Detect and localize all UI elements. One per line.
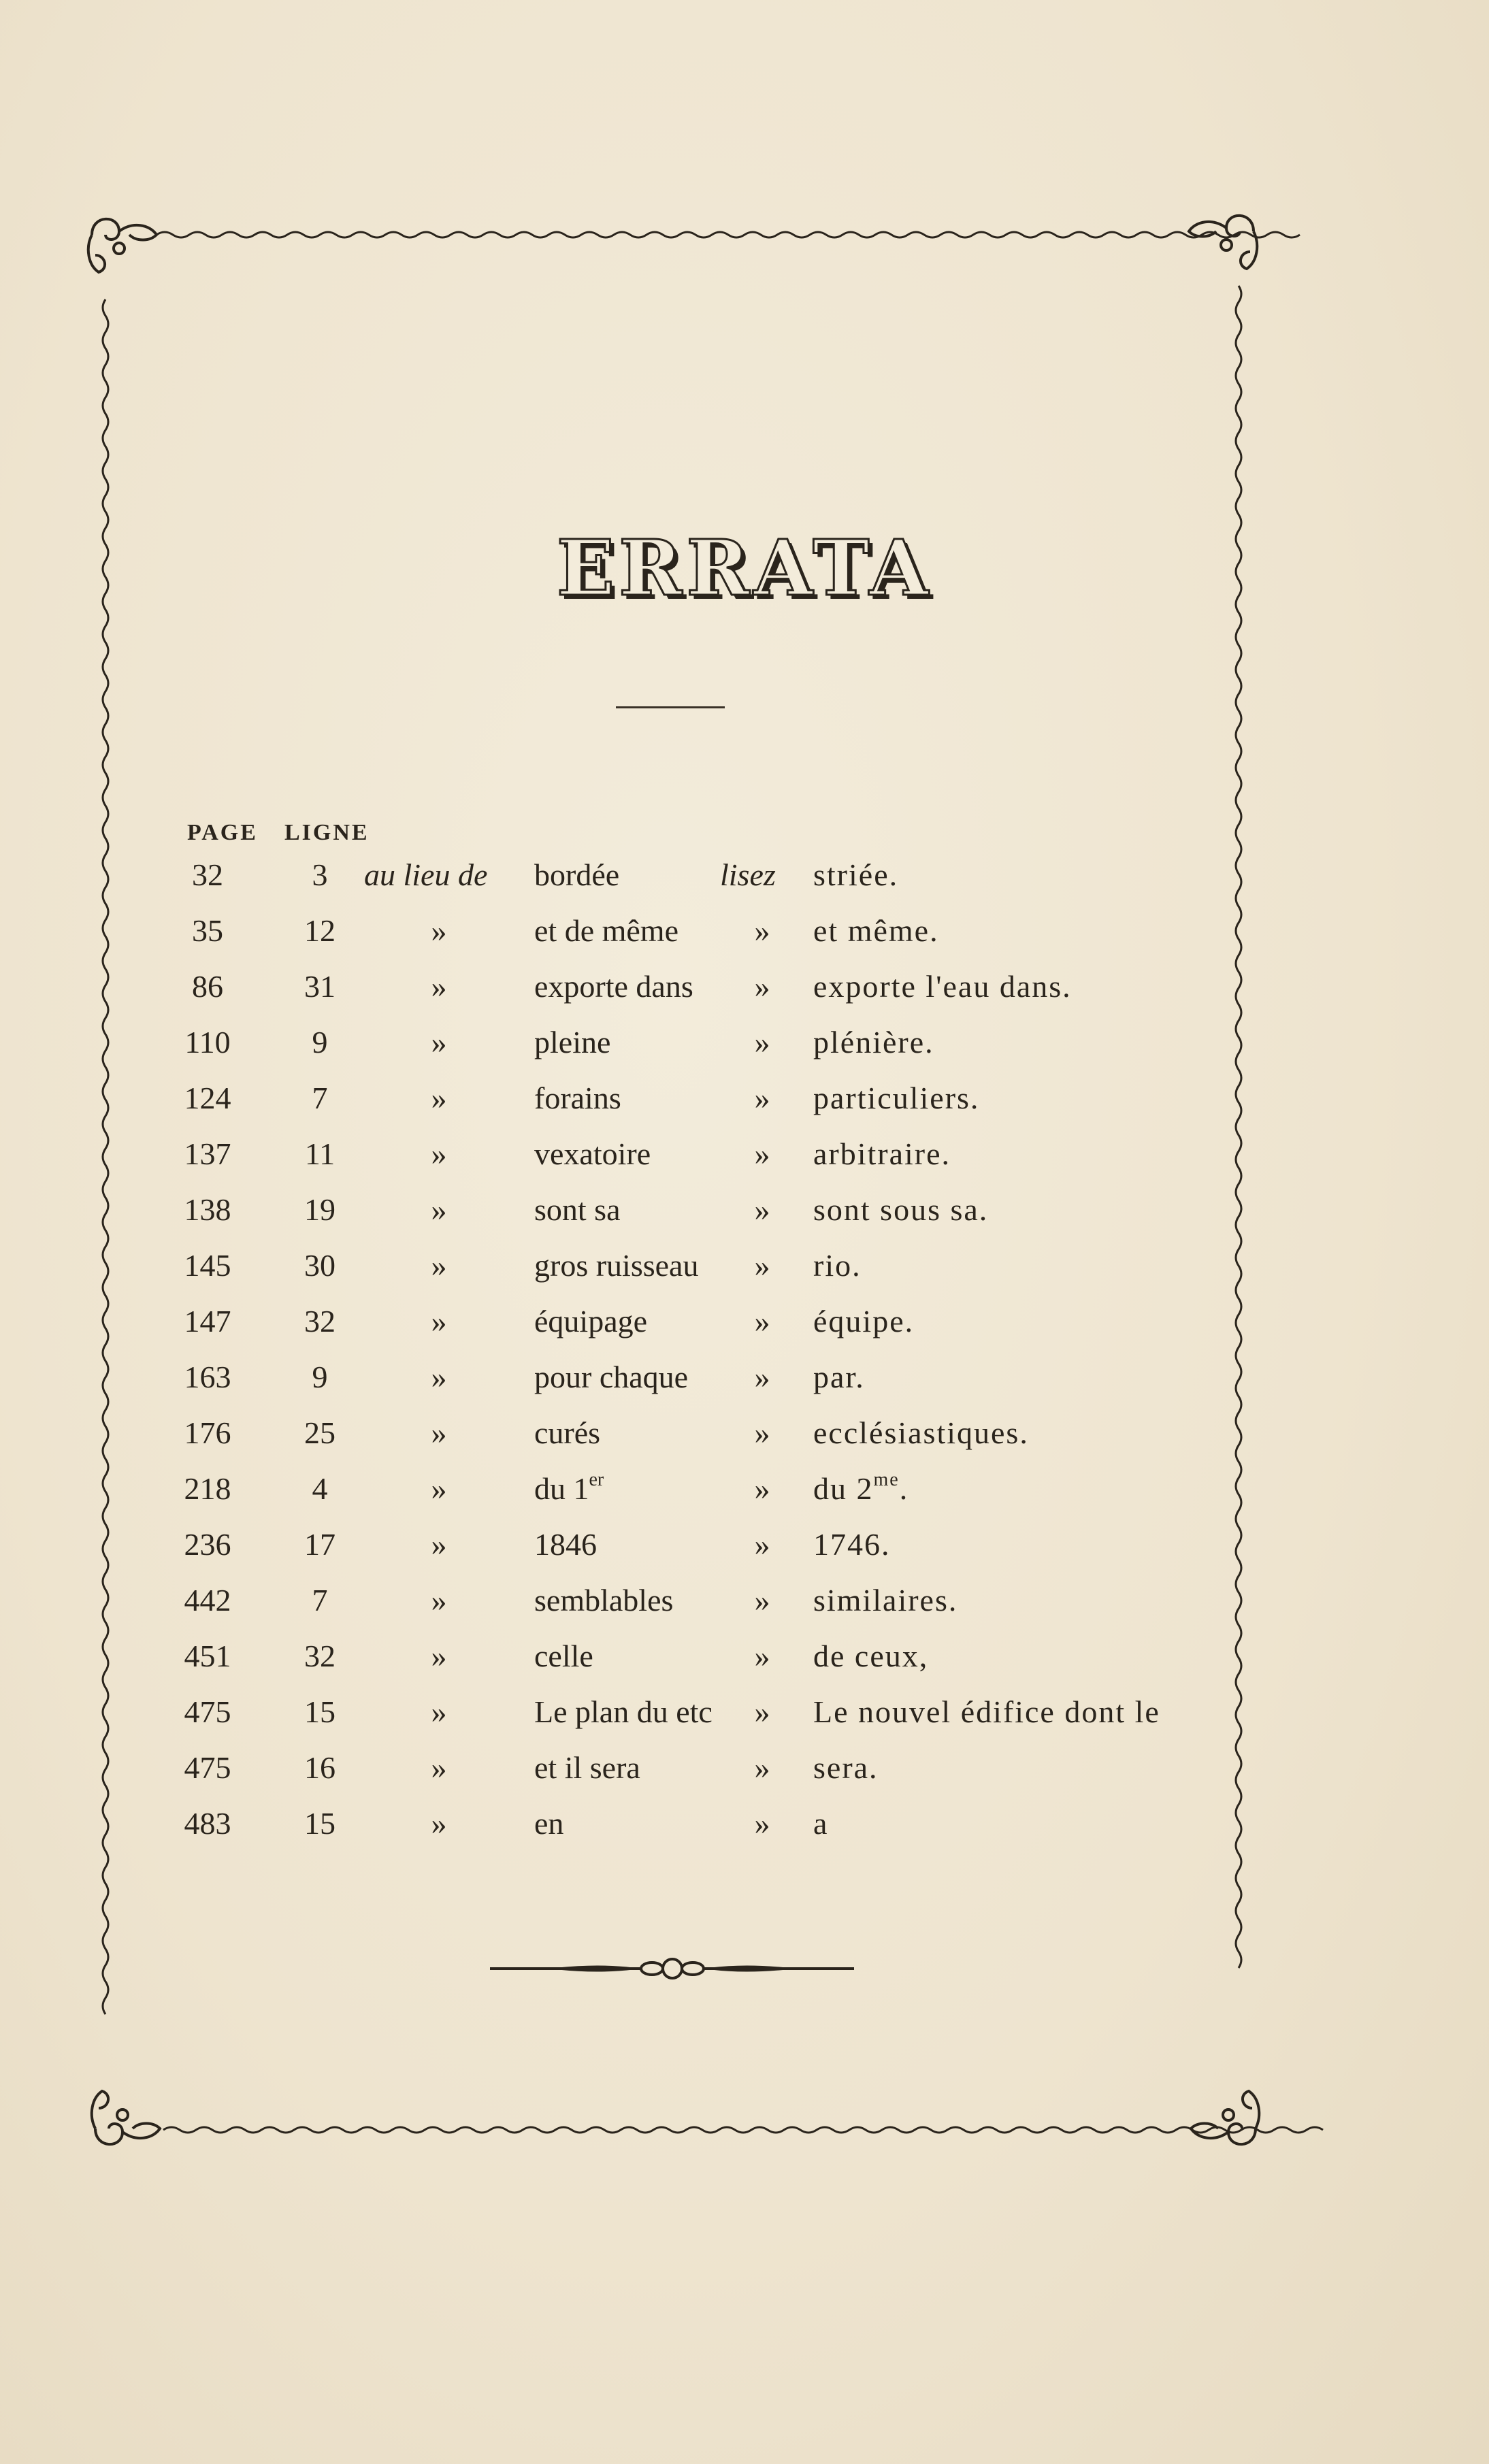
- table-row: [0, 1359, 1489, 1415]
- row-correct: [813, 1080, 979, 1116]
- row-wrong-text: vexatoire: [534, 1136, 651, 1171]
- row-ligne: 25: [304, 1415, 336, 1450]
- row-ligne: 11: [304, 1136, 336, 1171]
- ditto-mark: »: [754, 1360, 770, 1394]
- row-ligne: 7: [312, 1081, 328, 1115]
- ditto-mark: »: [431, 1750, 447, 1785]
- row-wrong-text: et il sera: [534, 1750, 640, 1785]
- row-wrong: [534, 1750, 640, 1786]
- read-label: lisez: [720, 857, 776, 892]
- row-correct: striée.: [813, 857, 899, 892]
- row-correct-text: a: [813, 1806, 829, 1841]
- ditto-mark: »: [431, 1415, 447, 1450]
- row-wrong-text: en: [534, 1806, 564, 1841]
- row-correct-text: sont sous sa.: [813, 1192, 989, 1227]
- row-correct: [813, 968, 1072, 1004]
- table-row: [0, 1192, 1489, 1247]
- row-page: 137: [184, 1136, 231, 1171]
- corner-ornament-bottom-right: [1191, 2091, 1259, 2144]
- row-correct: [813, 1359, 865, 1395]
- corner-ornament-top-right: [1189, 216, 1257, 269]
- row-correct-text: 1746.: [813, 1527, 891, 1562]
- table-row: [0, 1024, 1489, 1080]
- ditto-mark: »: [754, 1081, 770, 1115]
- ditto-mark: »: [754, 1192, 770, 1227]
- ditto-mark: »: [431, 1081, 447, 1115]
- ditto-mark: »: [431, 1248, 447, 1283]
- row-correct: [813, 1136, 951, 1172]
- row-ligne: 32: [304, 1304, 336, 1338]
- ditto-mark: »: [754, 1750, 770, 1785]
- ditto-mark: »: [754, 1527, 770, 1562]
- table-row: [0, 1415, 1489, 1471]
- row-wrong: [534, 913, 678, 949]
- row-page: 147: [184, 1304, 231, 1338]
- row-ligne: 3: [312, 857, 328, 892]
- row-correct: [813, 1526, 891, 1562]
- row-ligne: 12: [304, 913, 336, 948]
- ditto-mark: »: [754, 1025, 770, 1059]
- row-correct: [813, 1638, 928, 1674]
- row-ligne: 30: [304, 1248, 336, 1283]
- row-wrong-sup: er: [589, 1469, 604, 1490]
- ditto-mark: »: [754, 1471, 770, 1506]
- row-wrong-text: curés: [534, 1415, 601, 1450]
- row-wrong: [534, 968, 693, 1004]
- row-wrong: [534, 1805, 563, 1841]
- row-correct-text: ecclésiastiques.: [813, 1415, 1029, 1450]
- row-ligne: 9: [312, 1025, 328, 1059]
- instead-of-label: au lieu de: [364, 857, 488, 892]
- row-correct: [813, 913, 939, 949]
- row-wrong: [534, 1136, 651, 1172]
- row-correct: [813, 1750, 879, 1786]
- row-page: 110: [184, 1025, 231, 1059]
- row-wrong-text: du 1: [534, 1471, 589, 1506]
- table-row: [0, 1750, 1489, 1805]
- row-correct: [813, 1024, 934, 1060]
- row-correct-text: équipe.: [813, 1304, 915, 1338]
- row-wrong-text: équipage: [534, 1304, 648, 1338]
- row-ligne: 7: [312, 1583, 328, 1617]
- table-row: [0, 1694, 1489, 1750]
- row-correct-text: de ceux,: [813, 1639, 929, 1673]
- ditto-mark: »: [431, 1136, 447, 1171]
- row-correct: [813, 1303, 914, 1339]
- row-wrong: bordée: [534, 857, 620, 892]
- row-wrong: [534, 1024, 610, 1060]
- ditto-mark: »: [754, 1415, 770, 1450]
- row-correct-text: similaires.: [813, 1583, 958, 1617]
- row-correct-text: rio.: [813, 1248, 862, 1283]
- ditto-mark: »: [431, 1471, 447, 1506]
- table-row: [0, 1638, 1489, 1694]
- row-correct: [813, 1415, 1029, 1451]
- page-title: ERRATA: [556, 524, 933, 613]
- table-row: [0, 857, 1489, 913]
- ditto-mark: »: [754, 1248, 770, 1283]
- row-page: 451: [184, 1639, 231, 1673]
- table-row: [0, 913, 1489, 968]
- ditto-mark: »: [431, 1639, 447, 1673]
- row-page: 475: [184, 1694, 231, 1729]
- row-correct-text: arbitraire.: [813, 1136, 951, 1171]
- row-ligne: 31: [304, 969, 336, 1004]
- ditto-mark: »: [431, 1360, 447, 1394]
- row-correct-sup: me: [873, 1469, 900, 1490]
- row-page: 145: [184, 1248, 231, 1283]
- row-correct-text: exporte l'eau dans.: [813, 969, 1072, 1004]
- row-page: 124: [184, 1081, 231, 1115]
- header-ligne: LIGNE: [284, 820, 370, 845]
- table-row: [0, 1582, 1489, 1638]
- row-wrong: [534, 1359, 688, 1395]
- row-wrong-text: pour chaque: [534, 1360, 689, 1394]
- table-row: [0, 1247, 1489, 1303]
- ditto-mark: »: [431, 1694, 447, 1729]
- ditto-mark: »: [431, 913, 447, 948]
- row-wrong: [534, 1080, 621, 1116]
- table-row: [0, 1526, 1489, 1582]
- table-row: [0, 1136, 1489, 1192]
- row-correct-tail: .: [899, 1471, 909, 1506]
- ditto-mark: »: [754, 1583, 770, 1617]
- row-wrong-text: forains: [534, 1081, 621, 1115]
- row-page: 475: [184, 1750, 231, 1785]
- table-row: [0, 1805, 1489, 1861]
- row-ligne: 16: [304, 1750, 336, 1785]
- row-wrong-text: exporte dans: [534, 969, 693, 1004]
- corner-ornament-bottom-left: [92, 2091, 160, 2144]
- ditto-mark: »: [431, 1806, 447, 1841]
- ditto-mark: »: [754, 1639, 770, 1673]
- frame-top-border: [157, 232, 1300, 237]
- row-correct: [813, 1471, 909, 1507]
- title-rule: [616, 706, 725, 708]
- row-wrong: [534, 1303, 647, 1339]
- row-wrong-text: celle: [534, 1639, 593, 1673]
- row-wrong-text: pleine: [534, 1025, 611, 1059]
- errata-table: [0, 820, 1489, 1854]
- row-wrong-text: Le plan du etc: [534, 1694, 713, 1729]
- ditto-mark: »: [431, 1304, 447, 1338]
- row-ligne: 9: [312, 1360, 328, 1394]
- row-page: 86: [192, 969, 223, 1004]
- row-correct-text: Le nouvel édifice dont le: [813, 1694, 1160, 1729]
- corner-ornament-top-left: [88, 219, 157, 272]
- row-correct-text: particuliers.: [813, 1081, 980, 1115]
- row-wrong-text: et de même: [534, 913, 679, 948]
- row-page: 32: [192, 857, 223, 892]
- row-correct: [813, 1247, 862, 1283]
- row-wrong-text: semblables: [534, 1583, 674, 1617]
- row-wrong: [534, 1192, 621, 1228]
- row-correct: [813, 1192, 988, 1228]
- row-page: 236: [184, 1527, 231, 1562]
- row-wrong-text: sont sa: [534, 1192, 621, 1227]
- row-wrong-text: gros ruisseau: [534, 1248, 699, 1283]
- ditto-mark: »: [754, 1304, 770, 1338]
- ditto-mark: »: [754, 913, 770, 948]
- row-page: 442: [184, 1583, 231, 1617]
- row-ligne: 15: [304, 1806, 336, 1841]
- row-correct-text: plénière.: [813, 1025, 934, 1059]
- row-wrong: [534, 1247, 698, 1283]
- row-ligne: 17: [304, 1527, 336, 1562]
- row-ligne: 19: [304, 1192, 336, 1227]
- end-flourish: [490, 1959, 854, 1978]
- row-wrong: [534, 1415, 600, 1451]
- row-page: 138: [184, 1192, 231, 1227]
- row-ligne: 32: [304, 1639, 336, 1673]
- row-ligne: 4: [312, 1471, 328, 1506]
- row-page: 218: [184, 1471, 231, 1506]
- row-correct: [813, 1582, 958, 1618]
- table-row: [0, 1471, 1489, 1526]
- row-page: 163: [184, 1360, 231, 1394]
- row-correct-text: et même.: [813, 913, 939, 948]
- ditto-mark: »: [754, 1136, 770, 1171]
- row-page: 483: [184, 1806, 231, 1841]
- ditto-mark: »: [754, 1806, 770, 1841]
- row-page: 35: [192, 913, 223, 948]
- row-correct-text: par.: [813, 1360, 865, 1394]
- header-page: PAGE: [187, 820, 258, 845]
- ditto-mark: »: [431, 1025, 447, 1059]
- ditto-mark: »: [754, 969, 770, 1004]
- table-row: [0, 1080, 1489, 1136]
- ditto-mark: »: [431, 969, 447, 1004]
- table-row: [0, 1303, 1489, 1359]
- table-row: [0, 968, 1489, 1024]
- row-wrong: [534, 1638, 593, 1674]
- ditto-mark: »: [431, 1192, 447, 1227]
- ditto-mark: »: [431, 1527, 447, 1562]
- row-wrong: [534, 1582, 673, 1618]
- ditto-mark: »: [431, 1583, 447, 1617]
- row-ligne: 15: [304, 1694, 336, 1729]
- row-correct: [813, 1805, 828, 1841]
- frame-bottom-border: [163, 2127, 1323, 2133]
- row-correct: [813, 1694, 1160, 1730]
- row-page: 176: [184, 1415, 231, 1450]
- row-correct-text: du 2: [813, 1471, 874, 1506]
- row-wrong: [534, 1694, 713, 1730]
- row-wrong-text: 1846: [534, 1527, 597, 1562]
- ditto-mark: »: [754, 1694, 770, 1729]
- row-wrong: [534, 1526, 597, 1562]
- row-wrong: [534, 1471, 604, 1507]
- row-correct-text: sera.: [813, 1750, 879, 1785]
